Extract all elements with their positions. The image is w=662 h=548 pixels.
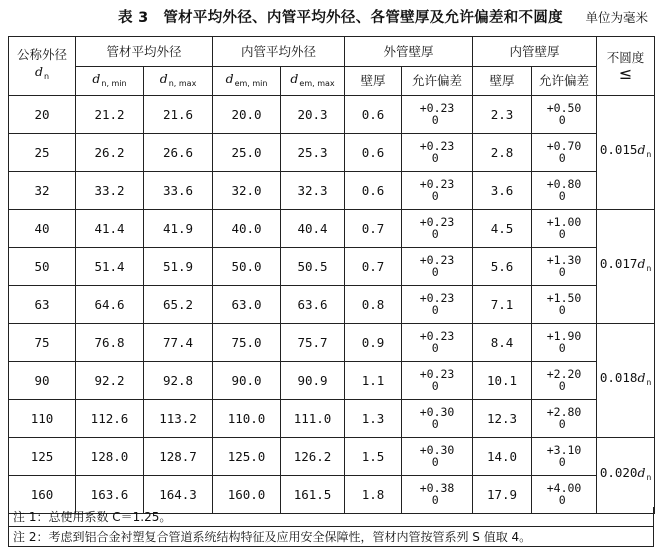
header-inner-wall-tolerance: 允许偏差 xyxy=(532,67,597,96)
outer-wall-cell: 0.8 xyxy=(345,286,402,324)
table-row xyxy=(9,286,655,324)
inner-wall-tolerance-cell: +0.50 0 xyxy=(532,96,597,134)
outer-wall-cell: 1.5 xyxy=(345,438,402,476)
inner-max-cell: 90.9 xyxy=(281,362,345,400)
nominal-od-cell: 63 xyxy=(9,286,76,324)
inner-min-cell: 20.0 xyxy=(213,96,281,134)
header-inner-wall-thickness: 壁厚 xyxy=(473,67,532,96)
inner-min-cell: 25.0 xyxy=(213,134,281,172)
inner-wall-tolerance-cell: +4.00 0 xyxy=(532,476,597,514)
header-outer-wall: 外管壁厚 xyxy=(345,37,473,67)
table-title-bar xyxy=(0,0,662,36)
header-roundness: 不圆度 ≤ xyxy=(597,37,655,96)
inner-max-cell: 50.5 xyxy=(281,248,345,286)
table-row xyxy=(9,324,655,362)
outer-wall-tolerance-cell: +0.30 0 xyxy=(402,400,473,438)
nominal-od-cell: 20 xyxy=(9,96,76,134)
outer-wall-tolerance-cell: +0.23 0 xyxy=(402,362,473,400)
inner-wall-cell: 3.6 xyxy=(473,172,532,210)
outer-wall-cell: 0.6 xyxy=(345,134,402,172)
inner-min-cell: 50.0 xyxy=(213,248,281,286)
outer-wall-tolerance-cell: +0.23 0 xyxy=(402,210,473,248)
header-pipe-max: $d_{n, max}$ xyxy=(144,67,213,96)
pipe-min-cell: 92.2 xyxy=(76,362,144,400)
outer-wall-cell: 1.3 xyxy=(345,400,402,438)
pipe-max-cell: 51.9 xyxy=(144,248,213,286)
pipe-min-cell: 112.6 xyxy=(76,400,144,438)
table-row xyxy=(9,96,655,134)
inner-wall-tolerance-cell: +0.80 0 xyxy=(532,172,597,210)
pipe-min-cell: 76.8 xyxy=(76,324,144,362)
header-inner-min: $d_{em, min}$ xyxy=(213,67,281,96)
inner-wall-tolerance-cell: +1.30 0 xyxy=(532,248,597,286)
pipe-min-cell: 128.0 xyxy=(76,438,144,476)
pipe-min-cell: 21.2 xyxy=(76,96,144,134)
notes-table xyxy=(8,507,654,547)
inner-wall-cell: 2.8 xyxy=(473,134,532,172)
inner-wall-cell: 8.4 xyxy=(473,324,532,362)
inner-max-cell: 111.0 xyxy=(281,400,345,438)
pipe-min-cell: 51.4 xyxy=(76,248,144,286)
unit-label: 单位为毫米 xyxy=(585,10,648,25)
outer-wall-tolerance-cell: +0.23 0 xyxy=(402,286,473,324)
nominal-od-cell: 75 xyxy=(9,324,76,362)
outer-wall-tolerance-cell: +0.23 0 xyxy=(402,248,473,286)
nominal-od-cell: 32 xyxy=(9,172,76,210)
inner-max-cell: 126.2 xyxy=(281,438,345,476)
inner-max-cell: 25.3 xyxy=(281,134,345,172)
outer-wall-tolerance-cell: +0.23 0 xyxy=(402,96,473,134)
inner-wall-tolerance-cell: +3.10 0 xyxy=(532,438,597,476)
table-row xyxy=(9,210,655,248)
pipe-max-cell: 21.6 xyxy=(144,96,213,134)
inner-wall-cell: 2.3 xyxy=(473,96,532,134)
roundness-cell: $0.018d_n$ xyxy=(597,324,655,438)
inner-min-cell: 160.0 xyxy=(213,476,281,514)
header-inner-mean-od: 内管平均外径 xyxy=(213,37,345,67)
inner-min-cell: 63.0 xyxy=(213,286,281,324)
table-title: 表 3 管材平均外径、内管平均外径、各管壁厚及允许偏差和不圆度 xyxy=(118,10,563,26)
inner-wall-cell: 17.9 xyxy=(473,476,532,514)
pipe-max-cell: 77.4 xyxy=(144,324,213,362)
nominal-od-cell: 160 xyxy=(9,476,76,514)
pipe-min-cell: 64.6 xyxy=(76,286,144,324)
table-row xyxy=(9,172,655,210)
roundness-cell: $0.020d_n$ xyxy=(597,438,655,514)
outer-wall-tolerance-cell: +0.38 0 xyxy=(402,476,473,514)
pipe-max-cell: 65.2 xyxy=(144,286,213,324)
nominal-od-cell: 40 xyxy=(9,210,76,248)
inner-wall-tolerance-cell: +1.00 0 xyxy=(532,210,597,248)
inner-wall-cell: 4.5 xyxy=(473,210,532,248)
pipe-max-cell: 26.6 xyxy=(144,134,213,172)
outer-wall-cell: 0.6 xyxy=(345,96,402,134)
table-row xyxy=(9,248,655,286)
table-body xyxy=(9,96,655,514)
pipe-min-cell: 33.2 xyxy=(76,172,144,210)
inner-max-cell: 161.5 xyxy=(281,476,345,514)
nominal-od-cell: 50 xyxy=(9,248,76,286)
nominal-od-cell: 110 xyxy=(9,400,76,438)
outer-wall-tolerance-cell: +0.23 0 xyxy=(402,324,473,362)
table-row xyxy=(9,362,655,400)
header-outer-diameter: 公称外径 $d_n$ xyxy=(9,37,76,96)
header-inner-max: $d_{em, max}$ xyxy=(281,67,345,96)
header-row-1 xyxy=(9,37,655,67)
pipe-max-cell: 128.7 xyxy=(144,438,213,476)
inner-min-cell: 90.0 xyxy=(213,362,281,400)
table-row xyxy=(9,400,655,438)
nominal-od-cell: 25 xyxy=(9,134,76,172)
outer-wall-cell: 0.7 xyxy=(345,248,402,286)
inner-wall-cell: 7.1 xyxy=(473,286,532,324)
note-2: 注 2：考虑到铝合金衬塑复合管道系统结构特征及应用安全保障性，管材内管按管系列 S 值取 4。 xyxy=(9,527,654,547)
pipe-max-cell: 113.2 xyxy=(144,400,213,438)
roundness-cell: $0.017d_n$ xyxy=(597,210,655,324)
inner-max-cell: 75.7 xyxy=(281,324,345,362)
inner-max-cell: 40.4 xyxy=(281,210,345,248)
inner-min-cell: 40.0 xyxy=(213,210,281,248)
outer-wall-cell: 0.7 xyxy=(345,210,402,248)
pipe-max-cell: 92.8 xyxy=(144,362,213,400)
note-1: 注 1：总使用系数 C＝1.25。 xyxy=(9,507,654,527)
pipe-max-cell: 41.9 xyxy=(144,210,213,248)
header-pipe-min: $d_{n, min}$ xyxy=(76,67,144,96)
pipe-min-cell: 163.6 xyxy=(76,476,144,514)
nominal-od-cell: 90 xyxy=(9,362,76,400)
table-row xyxy=(9,134,655,172)
inner-max-cell: 63.6 xyxy=(281,286,345,324)
inner-min-cell: 110.0 xyxy=(213,400,281,438)
outer-wall-cell: 0.6 xyxy=(345,172,402,210)
nominal-od-cell: 125 xyxy=(9,438,76,476)
inner-min-cell: 32.0 xyxy=(213,172,281,210)
outer-wall-tolerance-cell: +0.23 0 xyxy=(402,134,473,172)
inner-wall-cell: 10.1 xyxy=(473,362,532,400)
inner-wall-cell: 12.3 xyxy=(473,400,532,438)
inner-wall-tolerance-cell: +0.70 0 xyxy=(532,134,597,172)
inner-wall-tolerance-cell: +2.80 0 xyxy=(532,400,597,438)
outer-wall-cell: 1.1 xyxy=(345,362,402,400)
header-row-2 xyxy=(9,67,655,96)
inner-wall-tolerance-cell: +1.90 0 xyxy=(532,324,597,362)
inner-min-cell: 75.0 xyxy=(213,324,281,362)
header-inner-wall: 内管壁厚 xyxy=(473,37,597,67)
inner-wall-tolerance-cell: +2.20 0 xyxy=(532,362,597,400)
outer-wall-tolerance-cell: +0.30 0 xyxy=(402,438,473,476)
spec-table xyxy=(8,36,655,514)
header-pipe-mean-od: 管材平均外径 xyxy=(76,37,213,67)
roundness-cell: $0.015d_n$ xyxy=(597,96,655,210)
header-outer-wall-thickness: 壁厚 xyxy=(345,67,402,96)
pipe-min-cell: 26.2 xyxy=(76,134,144,172)
pipe-max-cell: 164.3 xyxy=(144,476,213,514)
outer-wall-cell: 0.9 xyxy=(345,324,402,362)
inner-min-cell: 125.0 xyxy=(213,438,281,476)
inner-max-cell: 32.3 xyxy=(281,172,345,210)
pipe-max-cell: 33.6 xyxy=(144,172,213,210)
inner-wall-cell: 14.0 xyxy=(473,438,532,476)
inner-max-cell: 20.3 xyxy=(281,96,345,134)
table-row xyxy=(9,438,655,476)
inner-wall-tolerance-cell: +1.50 0 xyxy=(532,286,597,324)
pipe-min-cell: 41.4 xyxy=(76,210,144,248)
outer-wall-tolerance-cell: +0.23 0 xyxy=(402,172,473,210)
header-outer-wall-tolerance: 允许偏差 xyxy=(402,67,473,96)
outer-wall-cell: 1.8 xyxy=(345,476,402,514)
inner-wall-cell: 5.6 xyxy=(473,248,532,286)
